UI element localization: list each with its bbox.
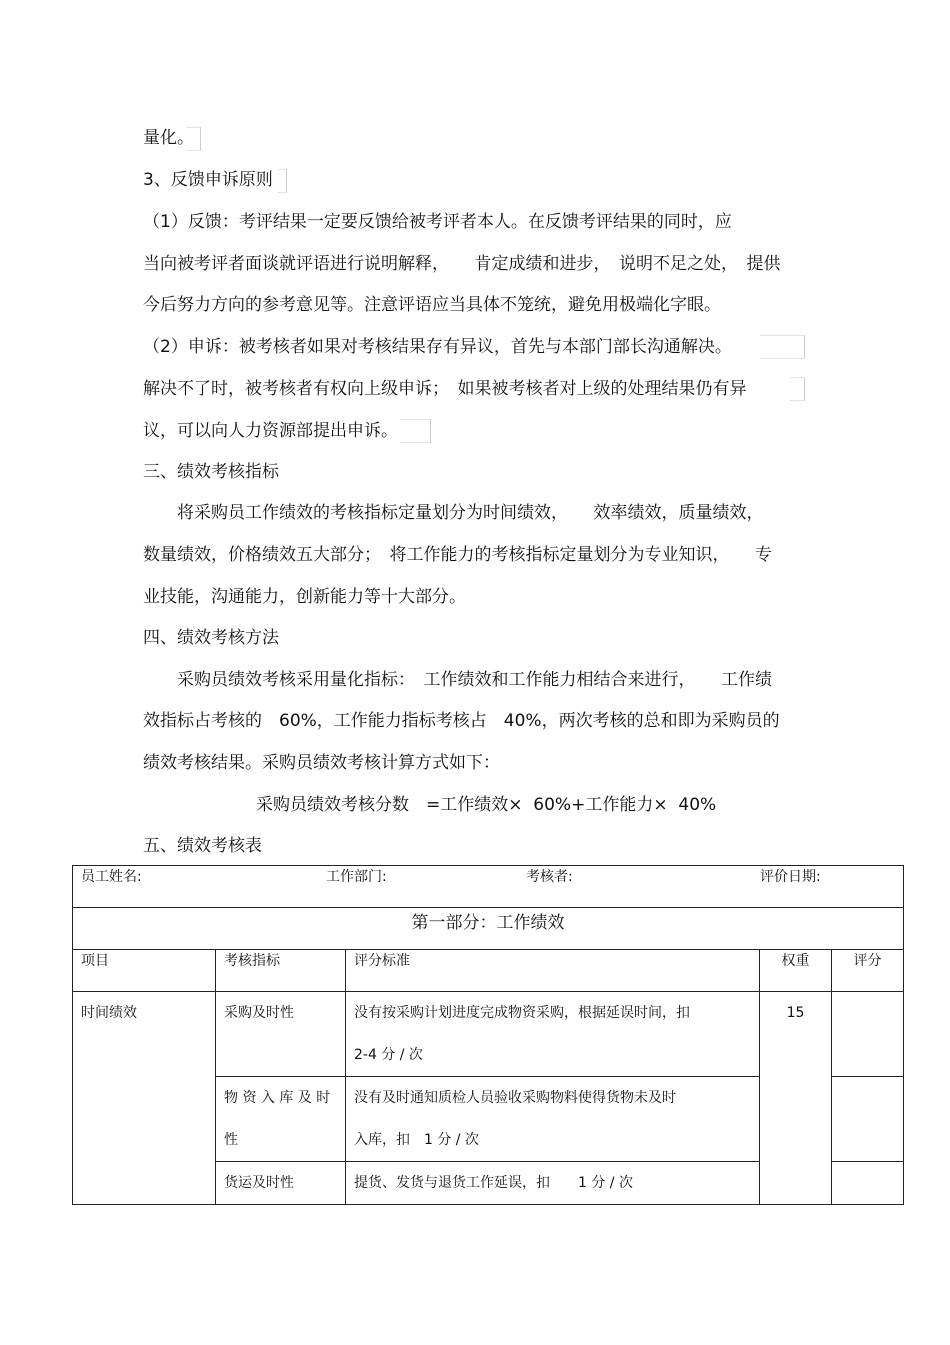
paragraph-line: 绩效考核结果。采购员绩效考核计算方式如下： <box>143 753 500 773</box>
section-title: 第一部分：工作绩效 <box>73 908 904 950</box>
column-header: 权重 <box>760 950 832 992</box>
paragraph-line: 将采购员工作绩效的考核指标定量划分为时间绩效， 效率绩效，质量绩效， <box>143 503 764 523</box>
section-heading: 四、绩效考核方法 <box>143 628 279 648</box>
margin-mark <box>790 377 805 401</box>
standard-cell: 提货、发货与退货工作延误，扣 1 分 / 次 <box>346 1162 760 1205</box>
assessor-label: 考核者: <box>526 869 573 885</box>
column-header: 项目 <box>73 950 216 992</box>
score-cell[interactable] <box>832 1077 904 1162</box>
standard-cell: 没有及时通知质检人员验收采购物料使得货物未及时 入库，扣 1 分 / 次 <box>346 1077 760 1162</box>
score-cell[interactable] <box>832 992 904 1077</box>
indicator-cell: 采购及时性 <box>216 992 346 1077</box>
paragraph-line: （2）申诉：被考核者如果对考核结果存有异议，首先与本部门部长沟通解决。 <box>143 337 732 357</box>
indicator-cell: 物 资 入 库 及 时 性 <box>216 1077 346 1162</box>
weight-cell: 15 <box>760 992 832 1205</box>
column-header: 评分 <box>832 950 904 992</box>
table-section-row <box>73 908 904 950</box>
margin-mark <box>760 335 805 359</box>
table-meta-row <box>73 866 904 908</box>
indicator-cell: 货运及时性 <box>216 1162 346 1205</box>
employee-name-label: 员工姓名: <box>81 869 142 885</box>
paragraph-line: 数量绩效，价格绩效五大部分； 将工作能力的考核指标定量划分为专业知识， 专 <box>143 545 772 565</box>
paragraph-line: 效指标占考核的 60%，工作能力指标考核占 40%，两次考核的总和即为采购员的 <box>143 711 780 731</box>
table-row <box>73 992 904 1077</box>
margin-mark <box>400 419 431 443</box>
paragraph-line: 今后努力方向的参考意见等。注意评语应当具体不笼统，避免用极端化字眼。 <box>143 295 721 315</box>
table-header-row <box>73 950 904 992</box>
standard-cell: 没有按采购计划进度完成物资采购，根据延误时间，扣 2-4 分 / 次 <box>346 992 760 1077</box>
formula-line: 采购员绩效考核分数 =工作绩效× 60%+工作能力× 40% <box>256 795 717 815</box>
paragraph-line: 议，可以向人力资源部提出申诉。 <box>143 421 398 441</box>
paragraph-line: 采购员绩效考核采用量化指标： 工作绩效和工作能力相结合来进行， 工作绩 <box>143 670 772 690</box>
column-header: 评分标准 <box>346 950 760 992</box>
paragraph-line: 量化。 <box>143 128 194 148</box>
evaluation-date-label: 评价日期: <box>760 869 821 885</box>
column-header: 考核指标 <box>216 950 346 992</box>
section-heading: 五、绩效考核表 <box>143 836 262 856</box>
performance-table <box>72 865 904 1205</box>
department-label: 工作部门: <box>326 869 387 885</box>
paragraph-line: 业技能，沟通能力，创新能力等十大部分。 <box>143 587 466 607</box>
section-heading: 3、反馈申诉原则 <box>143 170 273 190</box>
margin-mark <box>278 169 287 193</box>
paragraph-line: 解决不了时，被考核者有权向上级申诉； 如果被考核者对上级的处理结果仍有异 <box>143 379 747 399</box>
paragraph-line: （1）反馈：考评结果一定要反馈给被考评者本人。在反馈考评结果的同时，应 <box>143 212 732 232</box>
score-cell[interactable] <box>832 1162 904 1205</box>
section-heading: 三、绩效考核指标 <box>143 462 279 482</box>
paragraph-line: 当向被考评者面谈就评语进行说明解释， 肯定成绩和进步， 说明不足之处， 提供 <box>143 254 781 274</box>
item-cell: 时间绩效 <box>73 992 216 1205</box>
